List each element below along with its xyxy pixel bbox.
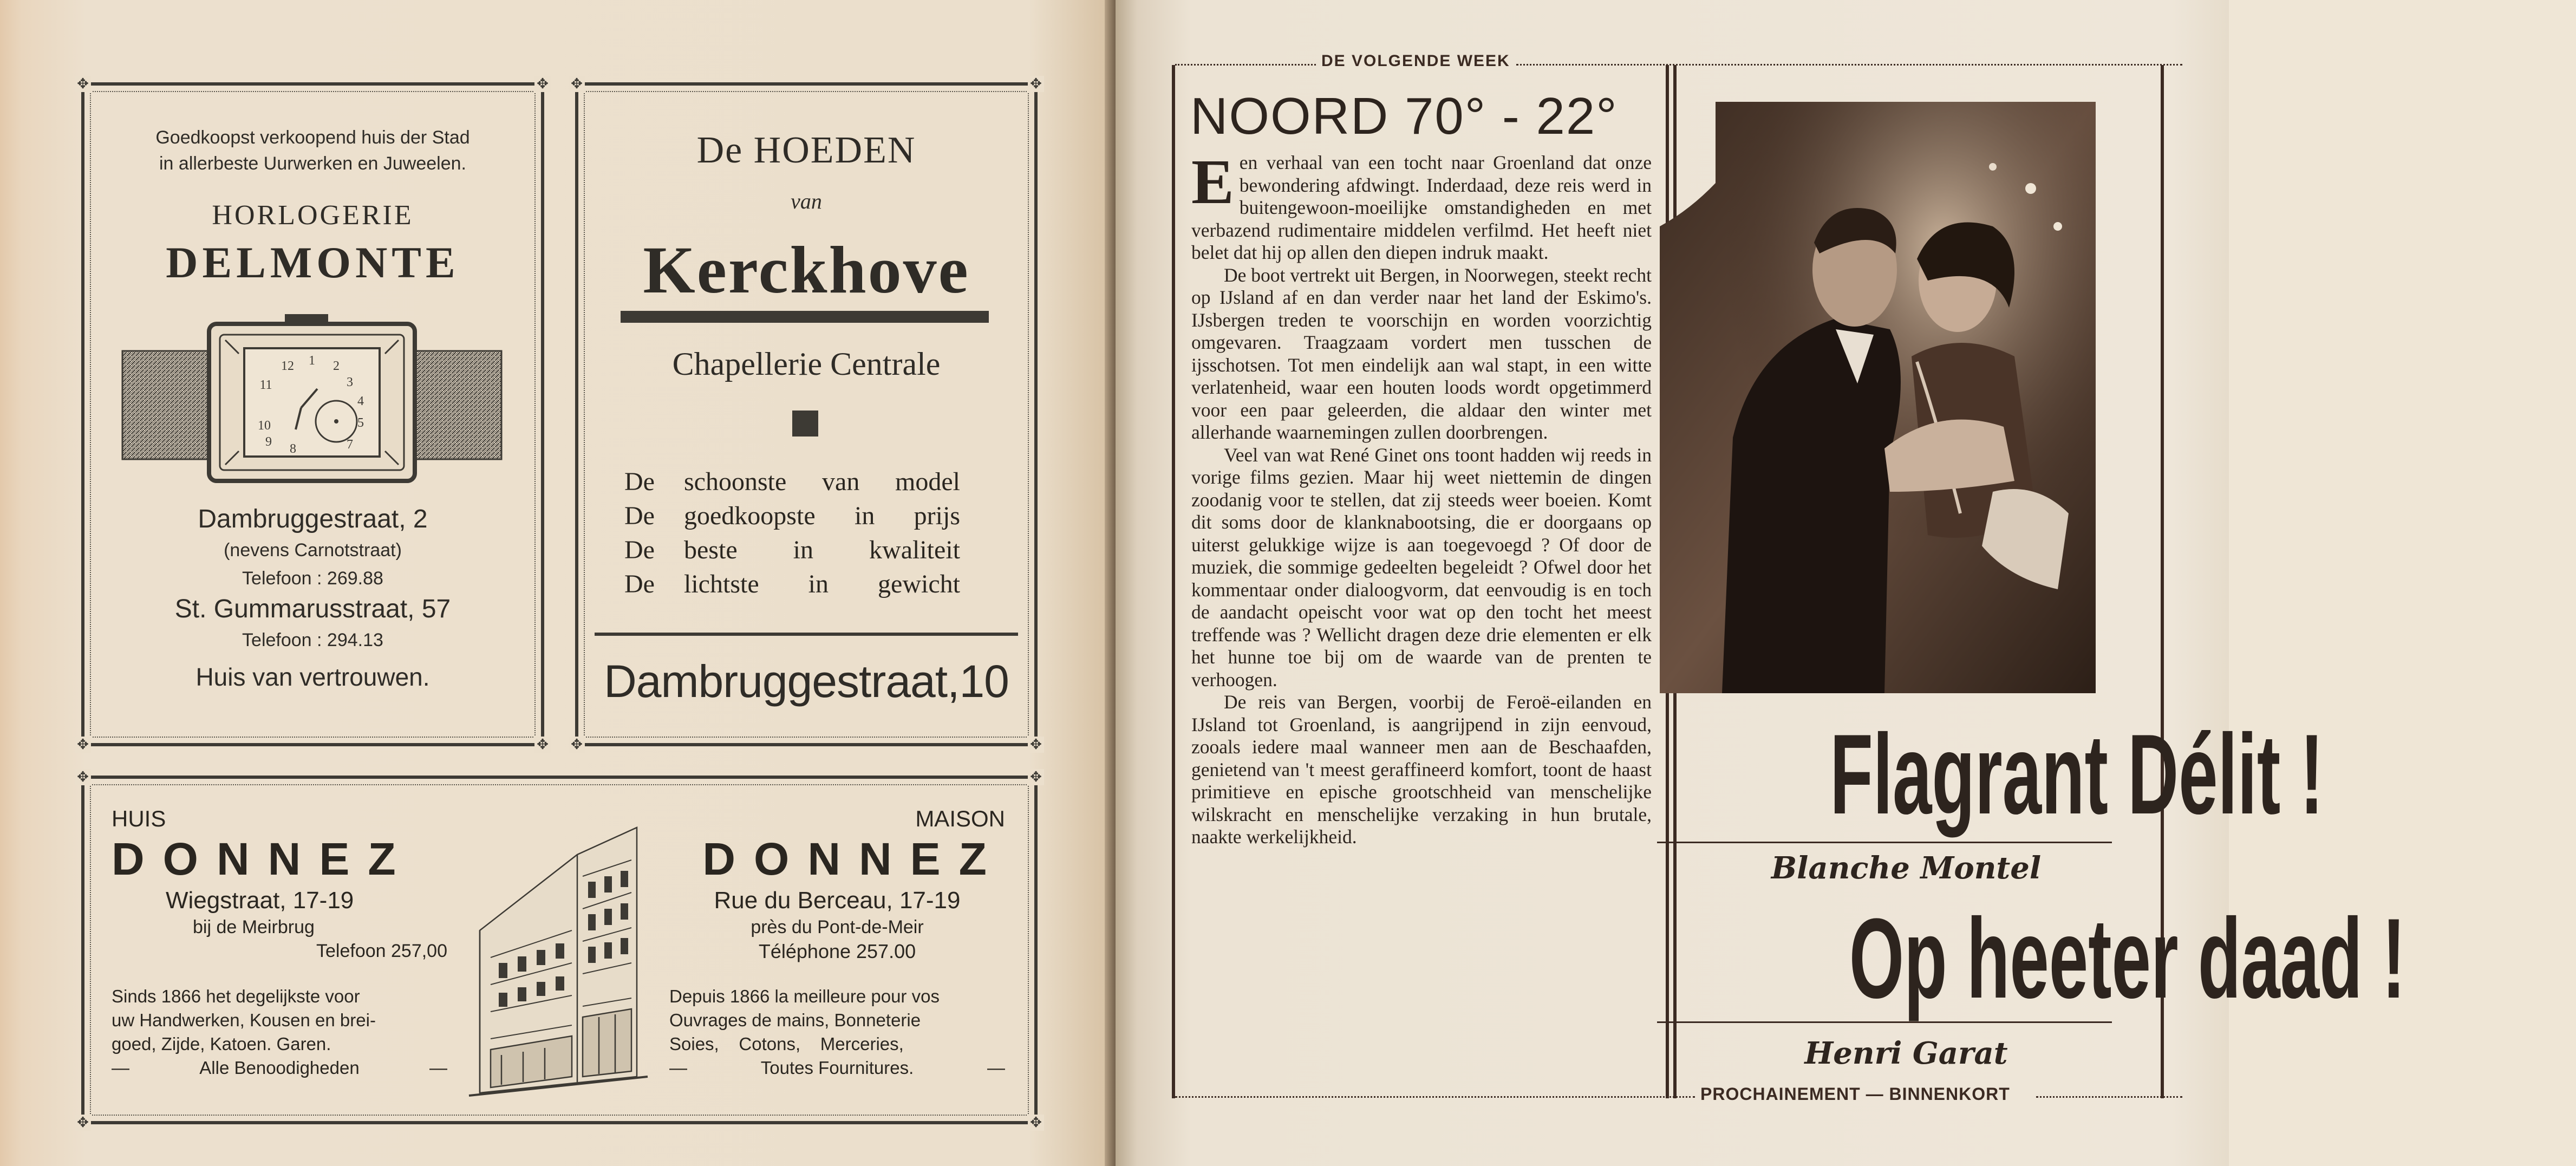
kerckhove-subtitle: Chapellerie Centrale: [672, 346, 941, 382]
ornament-icon: ✥: [75, 76, 91, 92]
kerckhove-claims: [624, 465, 960, 601]
ornament-icon: ✥: [569, 76, 585, 92]
claim: De schoonste van model: [624, 467, 960, 496]
left-page: [0, 0, 1116, 1166]
delmonte-address-2: St. Gummarusstraat, 57: [174, 595, 451, 623]
ornament-icon: ✥: [1028, 769, 1044, 785]
donnez-right-near: près du Pont-de-Meir: [751, 917, 924, 937]
film-still-photo-icon: [1657, 102, 2096, 693]
donnez-left: HUIS DONNEZ Wiegstraat, 17-19 bij de Meirbrug Telefoon 257,00 Sinds 1866 het degelijkste voor uw Handwerken, Kousen en brei- goed, Zijde, Katoen. Garen. — Alle Benoodigheden —: [112, 806, 447, 1080]
donnez-left-desc-2: uw Handwerken, Kousen en brei-: [112, 1010, 376, 1030]
donnez-right: MAISON DONNEZ Rue du Berceau, 17-19 près du Pont-de-Meir Téléphone 257.00 Depuis 1866 la meilleure pour vos Ouvrages de mains, Bonneterie Soies, Cotons, Merceries, — Toutes Fournitures. —: [669, 806, 1005, 1080]
delmonte-phone-2: Telefoon : 294.13: [242, 630, 383, 650]
svg-text:1: 1: [309, 354, 315, 368]
donnez-left-near: bij de Meirbrug: [193, 917, 315, 937]
article-paragraph: Veel van wat René Ginet ons toont hadden wij reeds in vorige films gezien. Maar hij weet niettemin de dingen zoodanig voor te stellen, dat zij steeds weer boeien. Komt dit soms door de klanknabootsing, die er doorgaans op uiterst gelukkige wijze is aan toegevoegd ? Of door de muziek, die sommige gedeelten begeleidt ? Ofwel door het kommentaar onder dialoogvorm, dat eenvoudig is en toch de aandacht opeischt voor wat op den tocht het meest treffende was ? Wellicht dragen deze drie elementen er elk het hunne toe bij om de waarde van de prenten te verhoogen.: [1191, 444, 1652, 691]
svg-text:3: 3: [347, 375, 353, 389]
donnez-right-desc-4: Toutes Fournitures.: [760, 1058, 914, 1078]
article-paragraph: De boot vertrekt uit Bergen, in Noorwegen, steekt recht op IJsland af en dan verder naar het land der Eskimo's. IJsbergen treden te voorschijn en worden voorzichtig omgevaren. Traagzaam vordert men tusschen de ijsschotsen. Tot men eindelijk aan wal stapt, in een witte verlatenheid, waar een houten loods wordt opgetimmerd voor een paar geleerden, die aldaar den winter met allerhande waarnemingen zullen doorbrengen.: [1191, 264, 1652, 443]
delmonte-address-1-note: (nevens Carnotstraat): [224, 540, 402, 561]
ornament-icon: ✥: [1028, 1115, 1044, 1131]
ornament-icon: ✥: [1028, 76, 1044, 92]
ornament-icon: ✥: [1028, 737, 1044, 753]
delmonte-tagline-1: Goedkoopst verkoopend huis der Stad: [155, 127, 470, 148]
donnez-right-phone: Téléphone 257.00: [758, 940, 916, 962]
film-title-nl: Op heeter daad !: [1849, 895, 2406, 1022]
film-rule-1: [1657, 842, 2112, 843]
donnez-left-desc-3: goed, Zijde, Katoen. Garen.: [112, 1034, 331, 1054]
donnez-left-label: HUIS: [112, 806, 166, 831]
article-paragraph: De reis van Bergen, voorbij de Feroë-eilanden en IJsland tot Groenland, is aangrijpend in zijn eenvoud, zooals iedere maal wanneer men aan de Beschaafden, genietend van 't meest geraffineerd komfort, toont de haast primitieve en epische grootschheid van menschelijke wilskracht en menschelijke verzaking in hun brutale, naakte werkelijkheid.: [1191, 691, 1652, 848]
article-body: [1191, 146, 1652, 1089]
film-title-fr: Flagrant Délit !: [1830, 711, 2324, 838]
svg-text:4: 4: [357, 394, 364, 408]
donnez-right-name: DONNEZ: [702, 833, 1005, 884]
claim: De lichtste in gewicht: [624, 570, 960, 598]
actress-name: Blanche Montel: [1771, 850, 2042, 886]
donnez-left-desc-4: Alle Benoodigheden: [199, 1058, 360, 1078]
svg-text:9: 9: [265, 435, 272, 449]
delmonte-slogan: Huis van vertrouwen.: [195, 663, 430, 691]
donnez-right-label: MAISON: [915, 806, 1005, 831]
donnez-left-desc-1: Sinds 1866 het degelijkste voor: [112, 986, 360, 1006]
page-header: DE VOLGENDE WEEK: [1321, 52, 1510, 70]
delmonte-ad: [77, 76, 549, 753]
donnez-right-address: Rue du Berceau, 17-19: [714, 887, 961, 914]
page-footer: PROCHAINEMENT — BINNENKORT: [1700, 1084, 2010, 1104]
svg-text:12: 12: [281, 359, 294, 373]
article-paragraph: en verhaal van een tocht naar Groenland dat onze bewondering afdwingt. Inderdaad, deze reis werd in buitengewoon-moeilijke omstandigheden en met verbazend rudimentaire middelen verfilmd. Het heeft niet belet dat hij op allen den diepen indruk maakt.: [1191, 152, 1652, 263]
watch-icon: [122, 313, 501, 492]
footer-rule-right: [2036, 1096, 2182, 1098]
delmonte-tagline-2: in allerbeste Uurwerken en Juweelen.: [159, 153, 466, 174]
article-title: NOORD 70° - 22°: [1190, 87, 1618, 145]
donnez-left-address: Wiegstraat, 17-19: [166, 887, 354, 914]
delmonte-name: DELMONTE: [166, 238, 460, 287]
donnez-right-desc-2: Ouvrages de mains, Bonneterie: [669, 1010, 921, 1030]
kerckhove-divider: [595, 633, 1018, 636]
ornament-icon: ✥: [75, 769, 91, 785]
claim: De beste in kwaliteit: [624, 536, 960, 564]
kerckhove-line-2: van: [791, 189, 822, 213]
actor-name: Henri Garat: [1804, 1035, 2008, 1071]
ornament-icon: ✥: [75, 1115, 91, 1131]
drop-cap: E: [1191, 146, 1234, 217]
donnez-right-desc-1: Depuis 1866 la meilleure pour vos: [669, 986, 940, 1006]
svg-text:7: 7: [347, 438, 353, 452]
kerckhove-name: Kerckhove: [643, 233, 970, 307]
film-rule-2: [1657, 1021, 2112, 1023]
ornament-icon: ✥: [569, 737, 585, 753]
right-page: [1116, 0, 2406, 1166]
svg-text:11: 11: [259, 378, 272, 392]
kerckhove-ad: [571, 76, 1042, 753]
ornament-icon: ✥: [534, 76, 551, 92]
square-bullet-icon: [792, 411, 818, 437]
delmonte-phone-1: Telefoon : 269.88: [242, 568, 383, 589]
donnez-right-desc-3: Soies, Cotons, Merceries,: [669, 1034, 904, 1054]
donnez-left-phone: Telefoon 257,00: [316, 941, 447, 961]
svg-text:2: 2: [333, 359, 340, 373]
footer-rule-left: [1175, 1096, 1695, 1098]
ornament-icon: ✥: [534, 737, 551, 753]
delmonte-address-1: Dambruggestraat, 2: [198, 505, 428, 533]
svg-text:10: 10: [258, 419, 271, 433]
svg-text:5: 5: [357, 416, 364, 430]
donnez-left-name: DONNEZ: [112, 833, 414, 884]
ornament-icon: ✥: [75, 737, 91, 753]
building-icon: [469, 822, 648, 1104]
kerckhove-address: Dambruggestraat,10: [604, 656, 1009, 707]
donnez-ad: [77, 769, 1042, 1131]
kerckhove-underline: [621, 311, 989, 323]
kerckhove-line-1: De HOEDEN: [696, 129, 916, 171]
delmonte-kind: HORLOGERIE: [212, 200, 414, 231]
svg-text:8: 8: [290, 442, 296, 456]
claim: De goedkoopste in prijs: [624, 501, 960, 530]
